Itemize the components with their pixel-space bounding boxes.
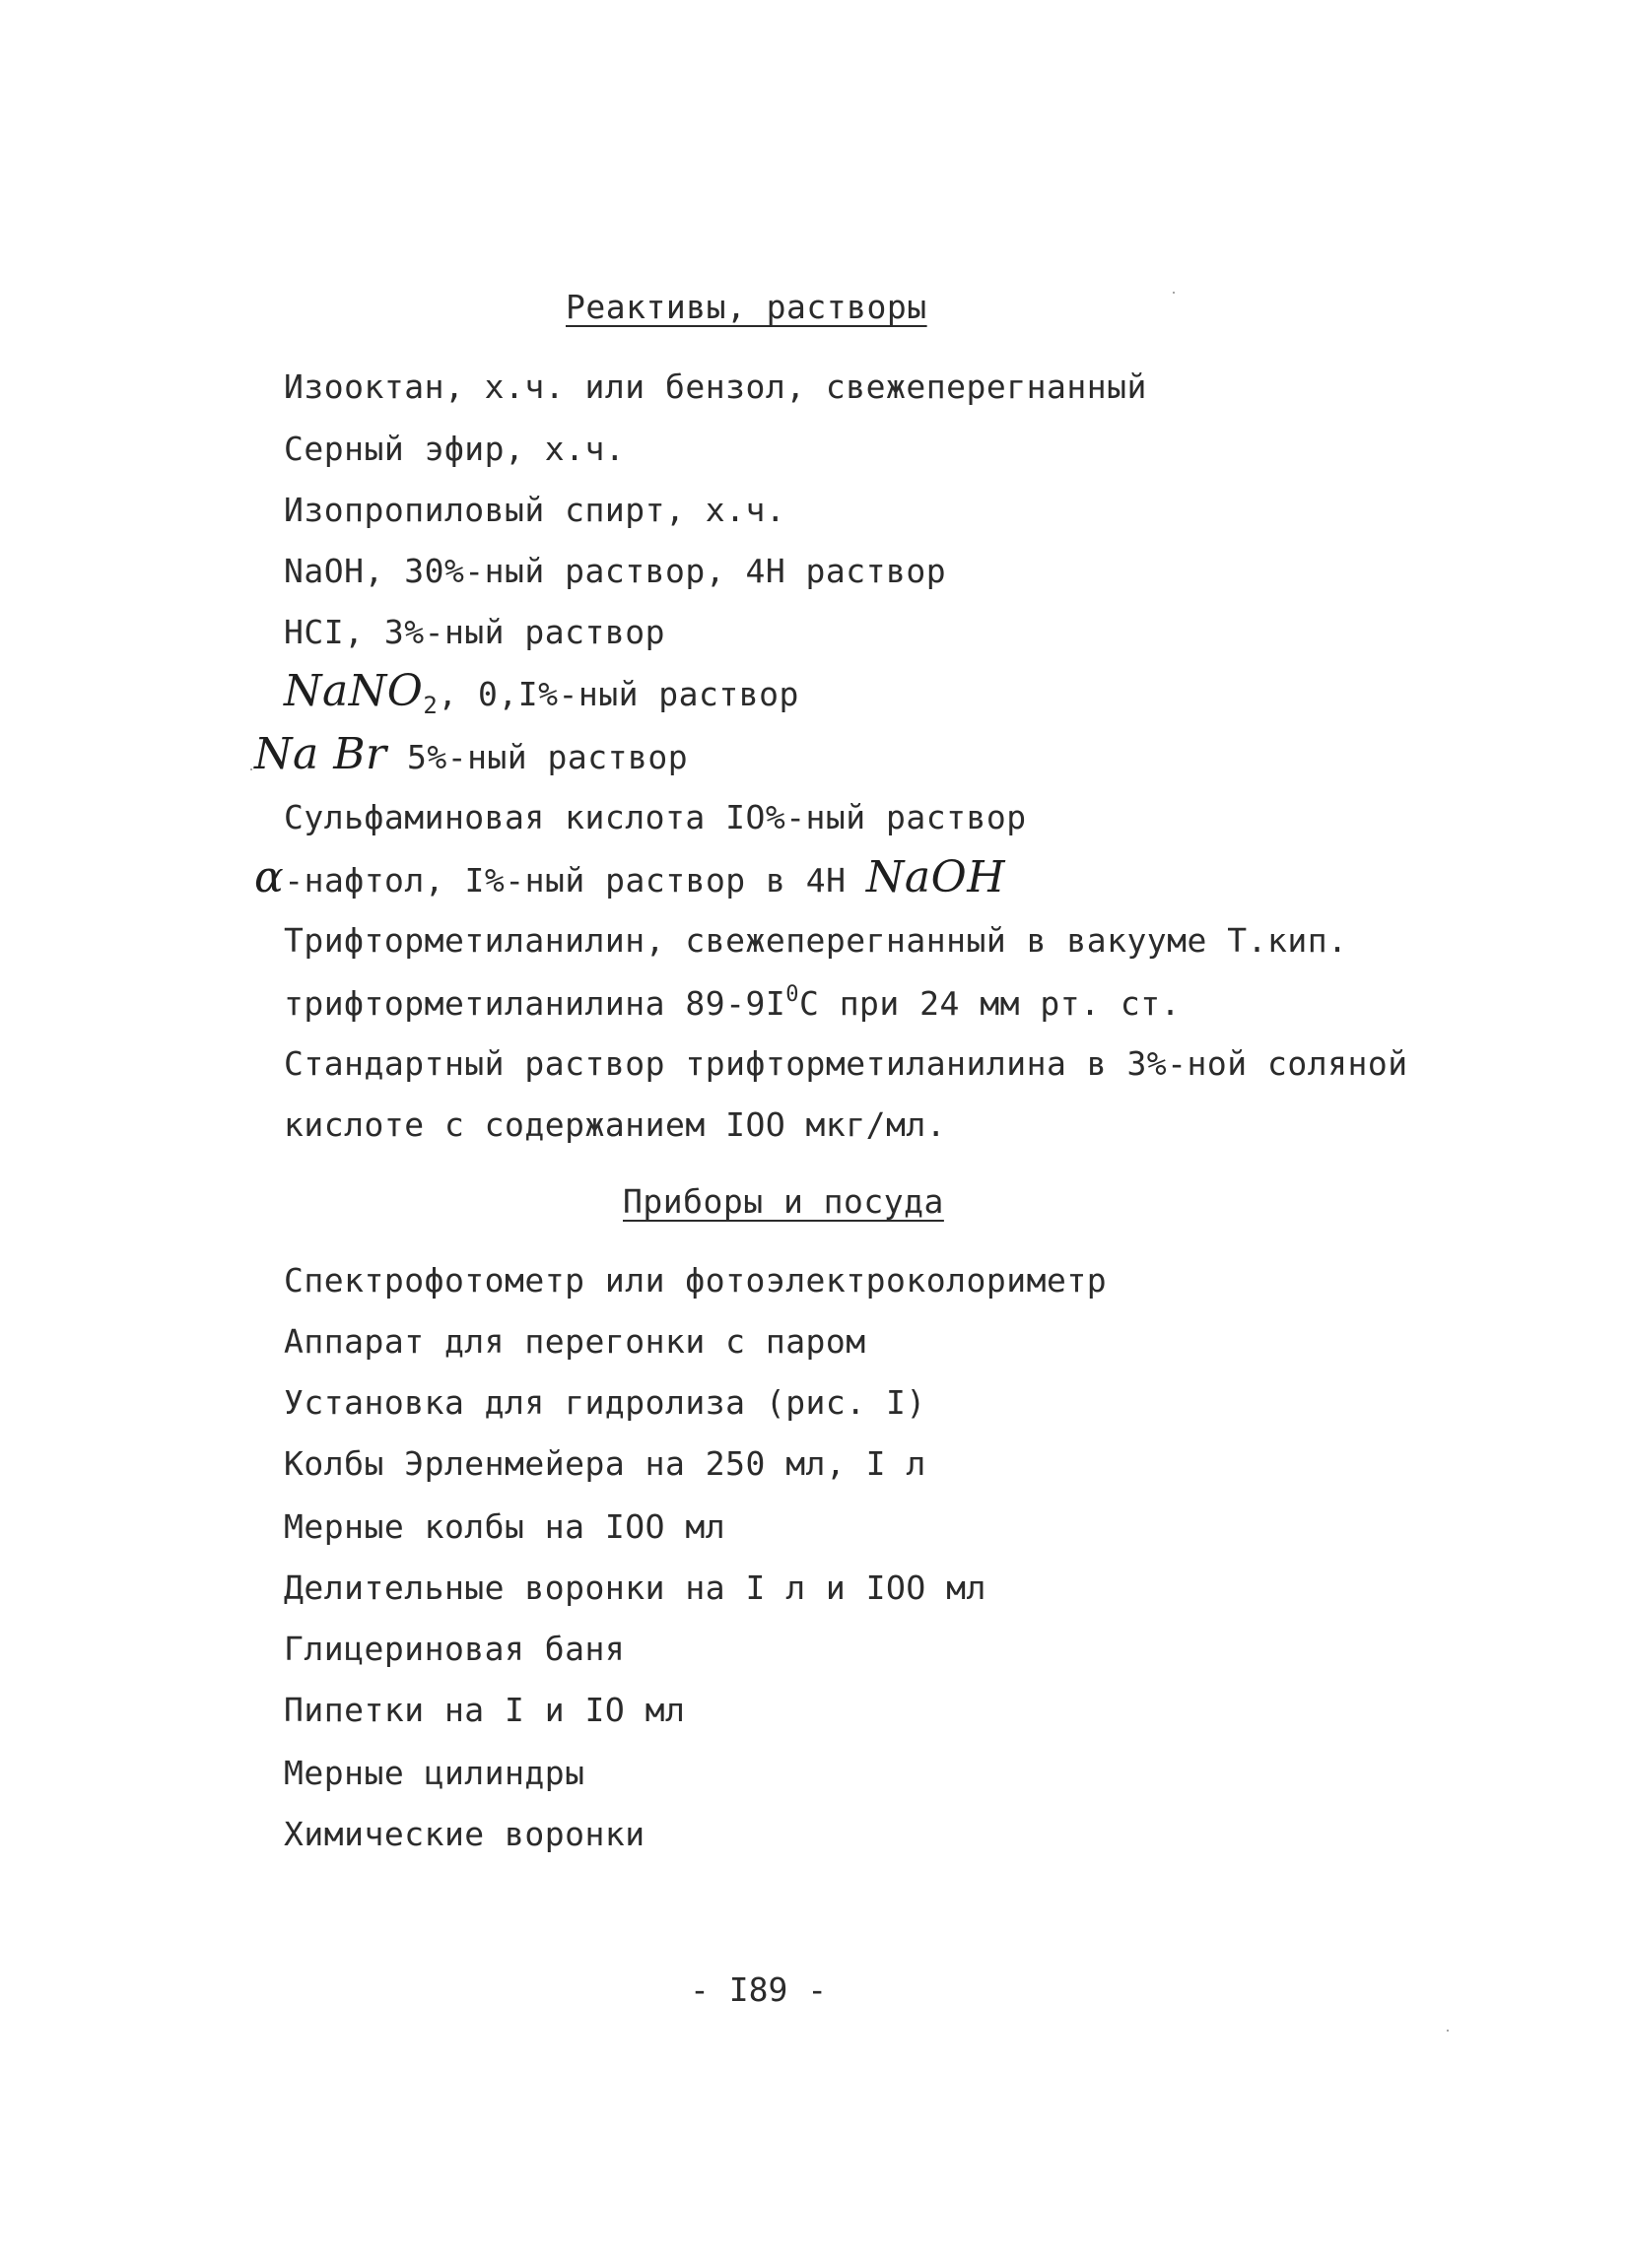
reagent-item: NaOH, 30%-ный раствор, 4Н раствор [284, 552, 947, 590]
equipment-item: Химические воронки [284, 1815, 645, 1853]
equipment-item: Спектрофотометр или фотоэлектроколориметр [284, 1261, 1108, 1300]
nano2-subscript: 2 [423, 692, 439, 719]
reagent-item-naphthol [254, 852, 1005, 902]
reagent-item: Трифторметиланилин, свежеперегнанный в вакууме Т.кип. [284, 921, 1348, 960]
reagent-item: Изопропиловый спирт, х.ч. [284, 491, 786, 529]
nabr-rest: 5%-ный раствор [386, 738, 689, 776]
equipment-item: Колбы Эрленмейера на 250 мл, I л [284, 1444, 926, 1483]
equipment-item: Пипетки на I и IO мл [284, 1691, 686, 1729]
reagent-item-continued [284, 982, 1181, 1023]
naphthol-text: -нафтол, I%-ный раствор в 4Н [284, 861, 847, 900]
equipment-item: Делительные воронки на I л и IOO мл [284, 1568, 986, 1607]
reagent-item-nano2 [284, 666, 799, 719]
naoh-formula: NaOH [865, 852, 1006, 902]
nano2-formula: NaNO [284, 666, 424, 716]
equipment-heading: Приборы и посуда [623, 1182, 944, 1221]
scan-speck [1173, 292, 1175, 294]
scan-speck [1447, 2030, 1449, 2032]
nano2-rest: , 0,I%-ный раствор [438, 675, 799, 713]
equipment-item: Глицериновая баня [284, 1630, 626, 1668]
reagent-item: Сульфаминовая кислота IO%-ный раствор [284, 798, 1027, 836]
nabr-formula: Na Br [254, 729, 387, 779]
alpha-symbol: α [254, 852, 285, 902]
reagent-item: HCI, 3%-ный раствор [284, 613, 665, 651]
tfm-text-a: трифторметиланилина 89-9I [284, 984, 786, 1023]
reagent-item: Стандартный раствор трифторметиланилина в 3%-ной соляной [284, 1044, 1408, 1083]
equipment-item: Мерные цилиндры [284, 1754, 585, 1792]
scan-speck [250, 768, 252, 770]
reagents-heading: Реактивы, растворы [566, 288, 927, 326]
degree-superscript: 0 [785, 982, 799, 1007]
reagent-item-nabr [254, 729, 688, 779]
equipment-item: Мерные колбы на IOO мл [284, 1507, 726, 1546]
tfm-text-b: C при 24 мм рт. ст. [798, 984, 1181, 1023]
page-number: - I89 - [690, 1970, 828, 2009]
reagent-item-continued: кислоте с содержанием IOO мкг/мл. [284, 1105, 947, 1144]
reagent-item: Изооктан, х.ч. или бензол, свежеперегнанный [284, 367, 1147, 406]
equipment-item: Аппарат для перегонки с паром [284, 1322, 866, 1361]
equipment-item: Установка для гидролиза (рис. I) [284, 1383, 926, 1422]
reagent-item: Серный эфир, х.ч. [284, 430, 626, 468]
